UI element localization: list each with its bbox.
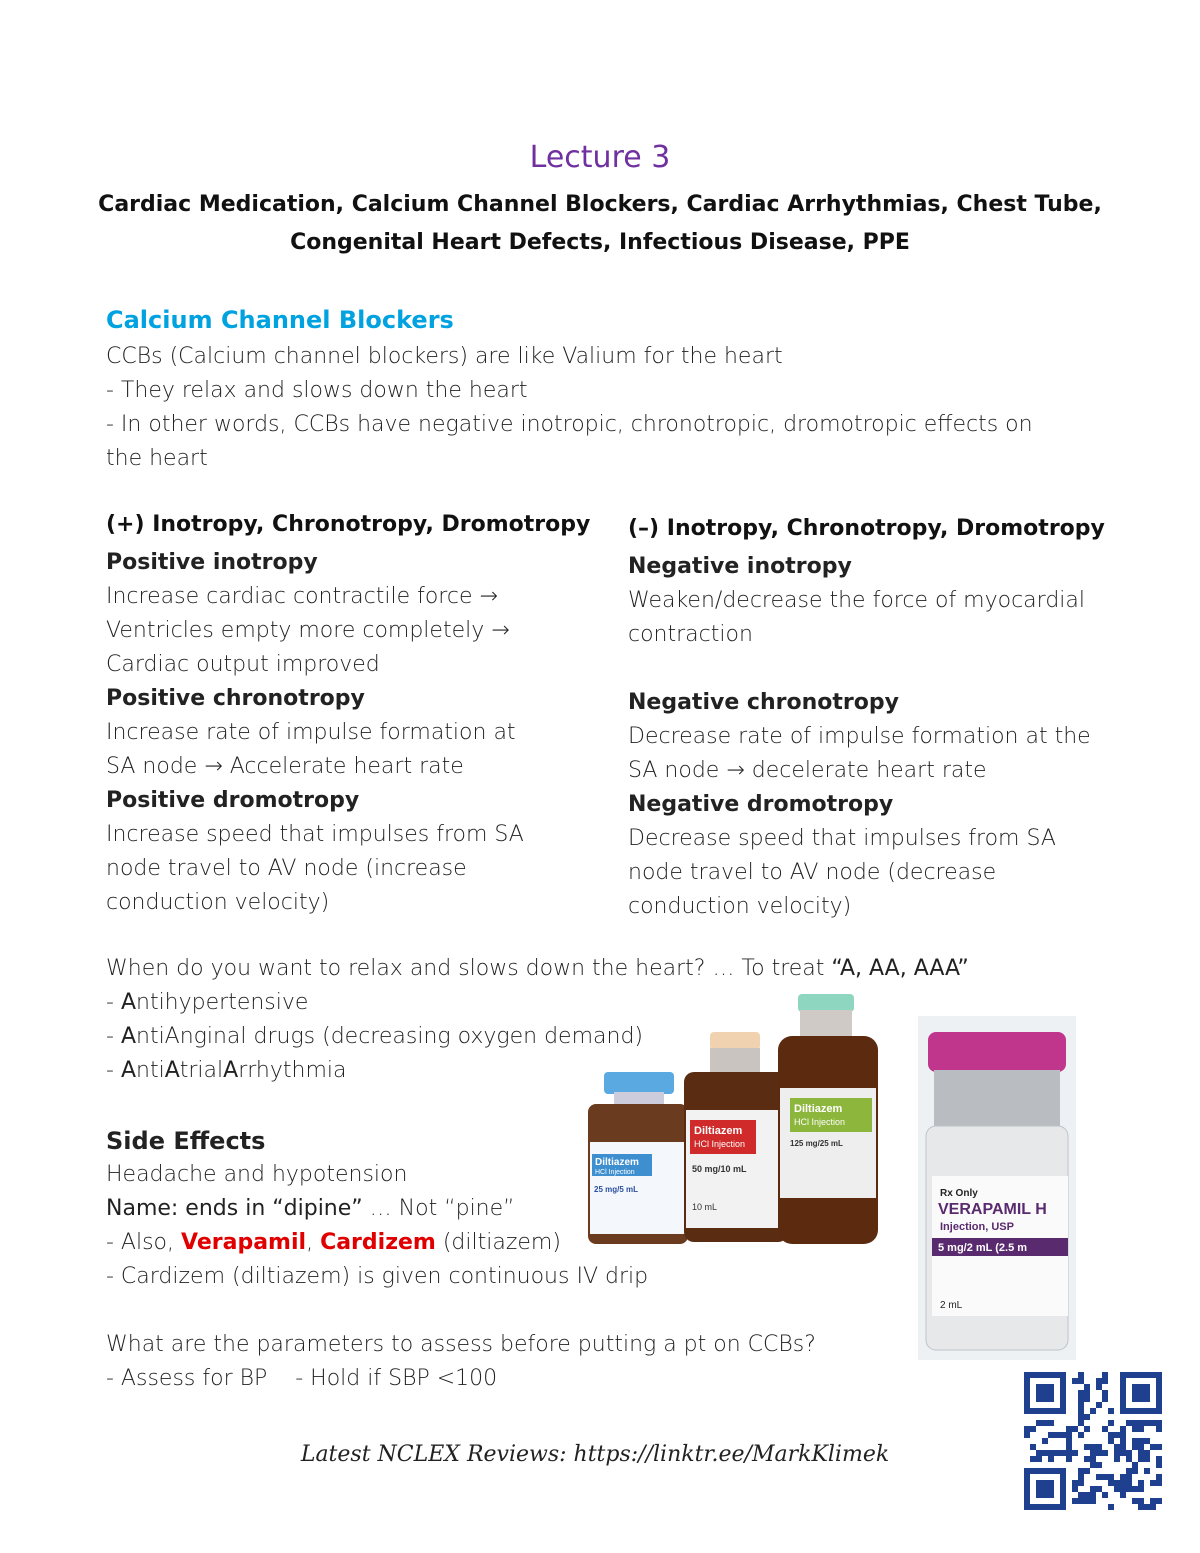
- positive-heading: (+) Inotropy, Chronotropy, Dromotropy: [106, 512, 591, 537]
- negative-chronotropy-title: Negative chronotropy: [628, 690, 899, 715]
- section-title-ccb: Calcium Channel Blockers: [106, 306, 454, 334]
- positive-column: [106, 546, 606, 920]
- lecture-title: Lecture 3: [529, 140, 671, 175]
- v2-dose: 50 mg/10 mL: [692, 1164, 747, 1174]
- positive-inotropy-title: Positive inotropy: [106, 550, 318, 575]
- negative-inotropy-line: contraction: [628, 622, 753, 647]
- item-prefix: -: [106, 1024, 121, 1049]
- vial-medium: [684, 1032, 788, 1242]
- also-rest: (diltiazem): [435, 1230, 561, 1255]
- positive-inotropy-line: Increase cardiac contractile force →: [106, 584, 498, 609]
- item-prefix: -: [106, 990, 121, 1015]
- positive-dromotropy-line: conduction velocity): [106, 890, 330, 915]
- parameters-answer: - Assess for BP - Hold if SBP <100: [106, 1366, 498, 1391]
- v3-label1: Diltiazem: [794, 1103, 843, 1115]
- v2-label2: HCl Injection: [694, 1139, 746, 1149]
- cardizem-text: Cardizem: [320, 1230, 436, 1255]
- v4-sub: Injection, USP: [940, 1221, 1014, 1233]
- parameters-section: [106, 1328, 1006, 1396]
- item-text: rrhythmia: [238, 1058, 347, 1083]
- negative-chronotropy-line: Decrease rate of impulse formation at the: [628, 724, 1091, 749]
- positive-chronotropy-title: Positive chronotropy: [106, 686, 365, 711]
- negative-inotropy-title: Negative inotropy: [628, 554, 852, 579]
- positive-dromotropy-line: Increase speed that impulses from SA: [106, 822, 524, 847]
- positive-chronotropy-line: Increase rate of impulse formation at: [106, 720, 516, 745]
- ccb-line-4: the heart: [106, 446, 208, 471]
- v2-vol: 10 mL: [692, 1202, 718, 1212]
- ccb-line-2: - They relax and slows down the heart: [106, 378, 528, 403]
- lecture-subtitle: [60, 186, 1140, 262]
- negative-dromotropy-line: conduction velocity): [628, 894, 852, 919]
- negative-dromotropy-title: Negative dromotropy: [628, 792, 894, 817]
- item-bold-letter: A: [120, 990, 136, 1015]
- v1-label2: HCl Injection: [595, 1169, 635, 1176]
- v4-dose: 5 mg/2 mL (2.5 m: [938, 1242, 1028, 1254]
- subtitle-line-2: Congenital Heart Defects, Infectious Disease, PPE: [290, 230, 910, 255]
- when-answer: “A, AA, AAA”: [831, 956, 969, 981]
- verapamil-text: Verapamil: [181, 1230, 307, 1255]
- side-effects-title: Side Effects: [106, 1127, 266, 1155]
- item-text: ntiAnginal drugs (decreasing oxygen demand): [136, 1024, 643, 1049]
- verapamil-vial-image: [918, 1016, 1076, 1360]
- negative-column: [628, 550, 1158, 924]
- ccb-line-3: - In other words, CCBs have negative inotropic, chronotropic, dromotropic effects on: [106, 412, 1033, 437]
- v4-vol: 2 mL: [940, 1300, 963, 1311]
- ccb-line-1: CCBs (Calcium channel blockers) are like Valium for the heart: [106, 344, 783, 369]
- item-bold-letter: A: [164, 1058, 180, 1083]
- positive-chronotropy-line: SA node → Accelerate heart rate: [106, 754, 464, 779]
- negative-dromotropy-line: Decrease speed that impulses from SA: [628, 826, 1056, 851]
- when-question-text: When do you want to relax and slows down the heart? … To treat: [106, 956, 832, 981]
- spacer: [628, 652, 1158, 686]
- side-effects-line-4: - Cardizem (diltiazem) is given continuous IV drip: [106, 1264, 649, 1289]
- when-question: [106, 952, 1166, 986]
- qr-code[interactable]: [1024, 1372, 1162, 1510]
- item-prefix: -: [106, 1058, 121, 1083]
- subtitle-line-1: Cardiac Medication, Calcium Channel Blockers, Cardiac Arrhythmias, Chest Tube,: [98, 192, 1102, 217]
- name-rest: … Not “pine”: [362, 1196, 515, 1221]
- item-text: ntihypertensive: [136, 990, 309, 1015]
- also-prefix: - Also,: [106, 1230, 182, 1255]
- item-text: trial: [179, 1058, 224, 1083]
- negative-dromotropy-line: node travel to AV node (decrease: [628, 860, 997, 885]
- comma: ,: [306, 1230, 321, 1255]
- v1-label1: Diltiazem: [595, 1157, 639, 1168]
- parameters-question: What are the parameters to assess before putting a pt on CCBs?: [106, 1332, 816, 1357]
- positive-dromotropy-title: Positive dromotropy: [106, 788, 360, 813]
- diltiazem-vials-svg: [584, 992, 880, 1250]
- v3-dose: 125 mg/25 mL: [790, 1139, 843, 1148]
- negative-heading: (–) Inotropy, Chronotropy, Dromotropy: [628, 516, 1105, 541]
- v1-dose: 25 mg/5 mL: [594, 1185, 639, 1194]
- v4-name: VERAPAMIL H: [938, 1201, 1047, 1218]
- v2-label1: Diltiazem: [694, 1125, 743, 1137]
- verapamil-vial-svg: [918, 1016, 1076, 1360]
- v4-rx: Rx Only: [940, 1188, 978, 1199]
- item-bold-letter: A: [120, 1058, 136, 1083]
- qr-code-svg: [1024, 1372, 1162, 1510]
- vial-large: [778, 994, 878, 1244]
- name-bold: Name: ends in “dipine”: [106, 1196, 363, 1221]
- item-bold-letter: A: [120, 1024, 136, 1049]
- footer-link[interactable]: Latest NCLEX Reviews: https://linktr.ee/MarkKlimek: [300, 1442, 890, 1467]
- vial-small: [588, 1072, 688, 1244]
- negative-chronotropy-line: SA node → decelerate heart rate: [628, 758, 987, 783]
- v3-label2: HCl Injection: [794, 1117, 846, 1127]
- item-bold-letter: A: [223, 1058, 239, 1083]
- diltiazem-vials-image: [584, 992, 880, 1250]
- positive-inotropy-line: Cardiac output improved: [106, 652, 380, 677]
- ccb-intro: [106, 340, 1106, 476]
- positive-inotropy-line: Ventricles empty more completely →: [106, 618, 510, 643]
- negative-inotropy-line: Weaken/decrease the force of myocardial: [628, 588, 1085, 613]
- item-text: nti: [136, 1058, 165, 1083]
- side-effects-line-1: Headache and hypotension: [106, 1162, 408, 1187]
- positive-dromotropy-line: node travel to AV node (increase: [106, 856, 467, 881]
